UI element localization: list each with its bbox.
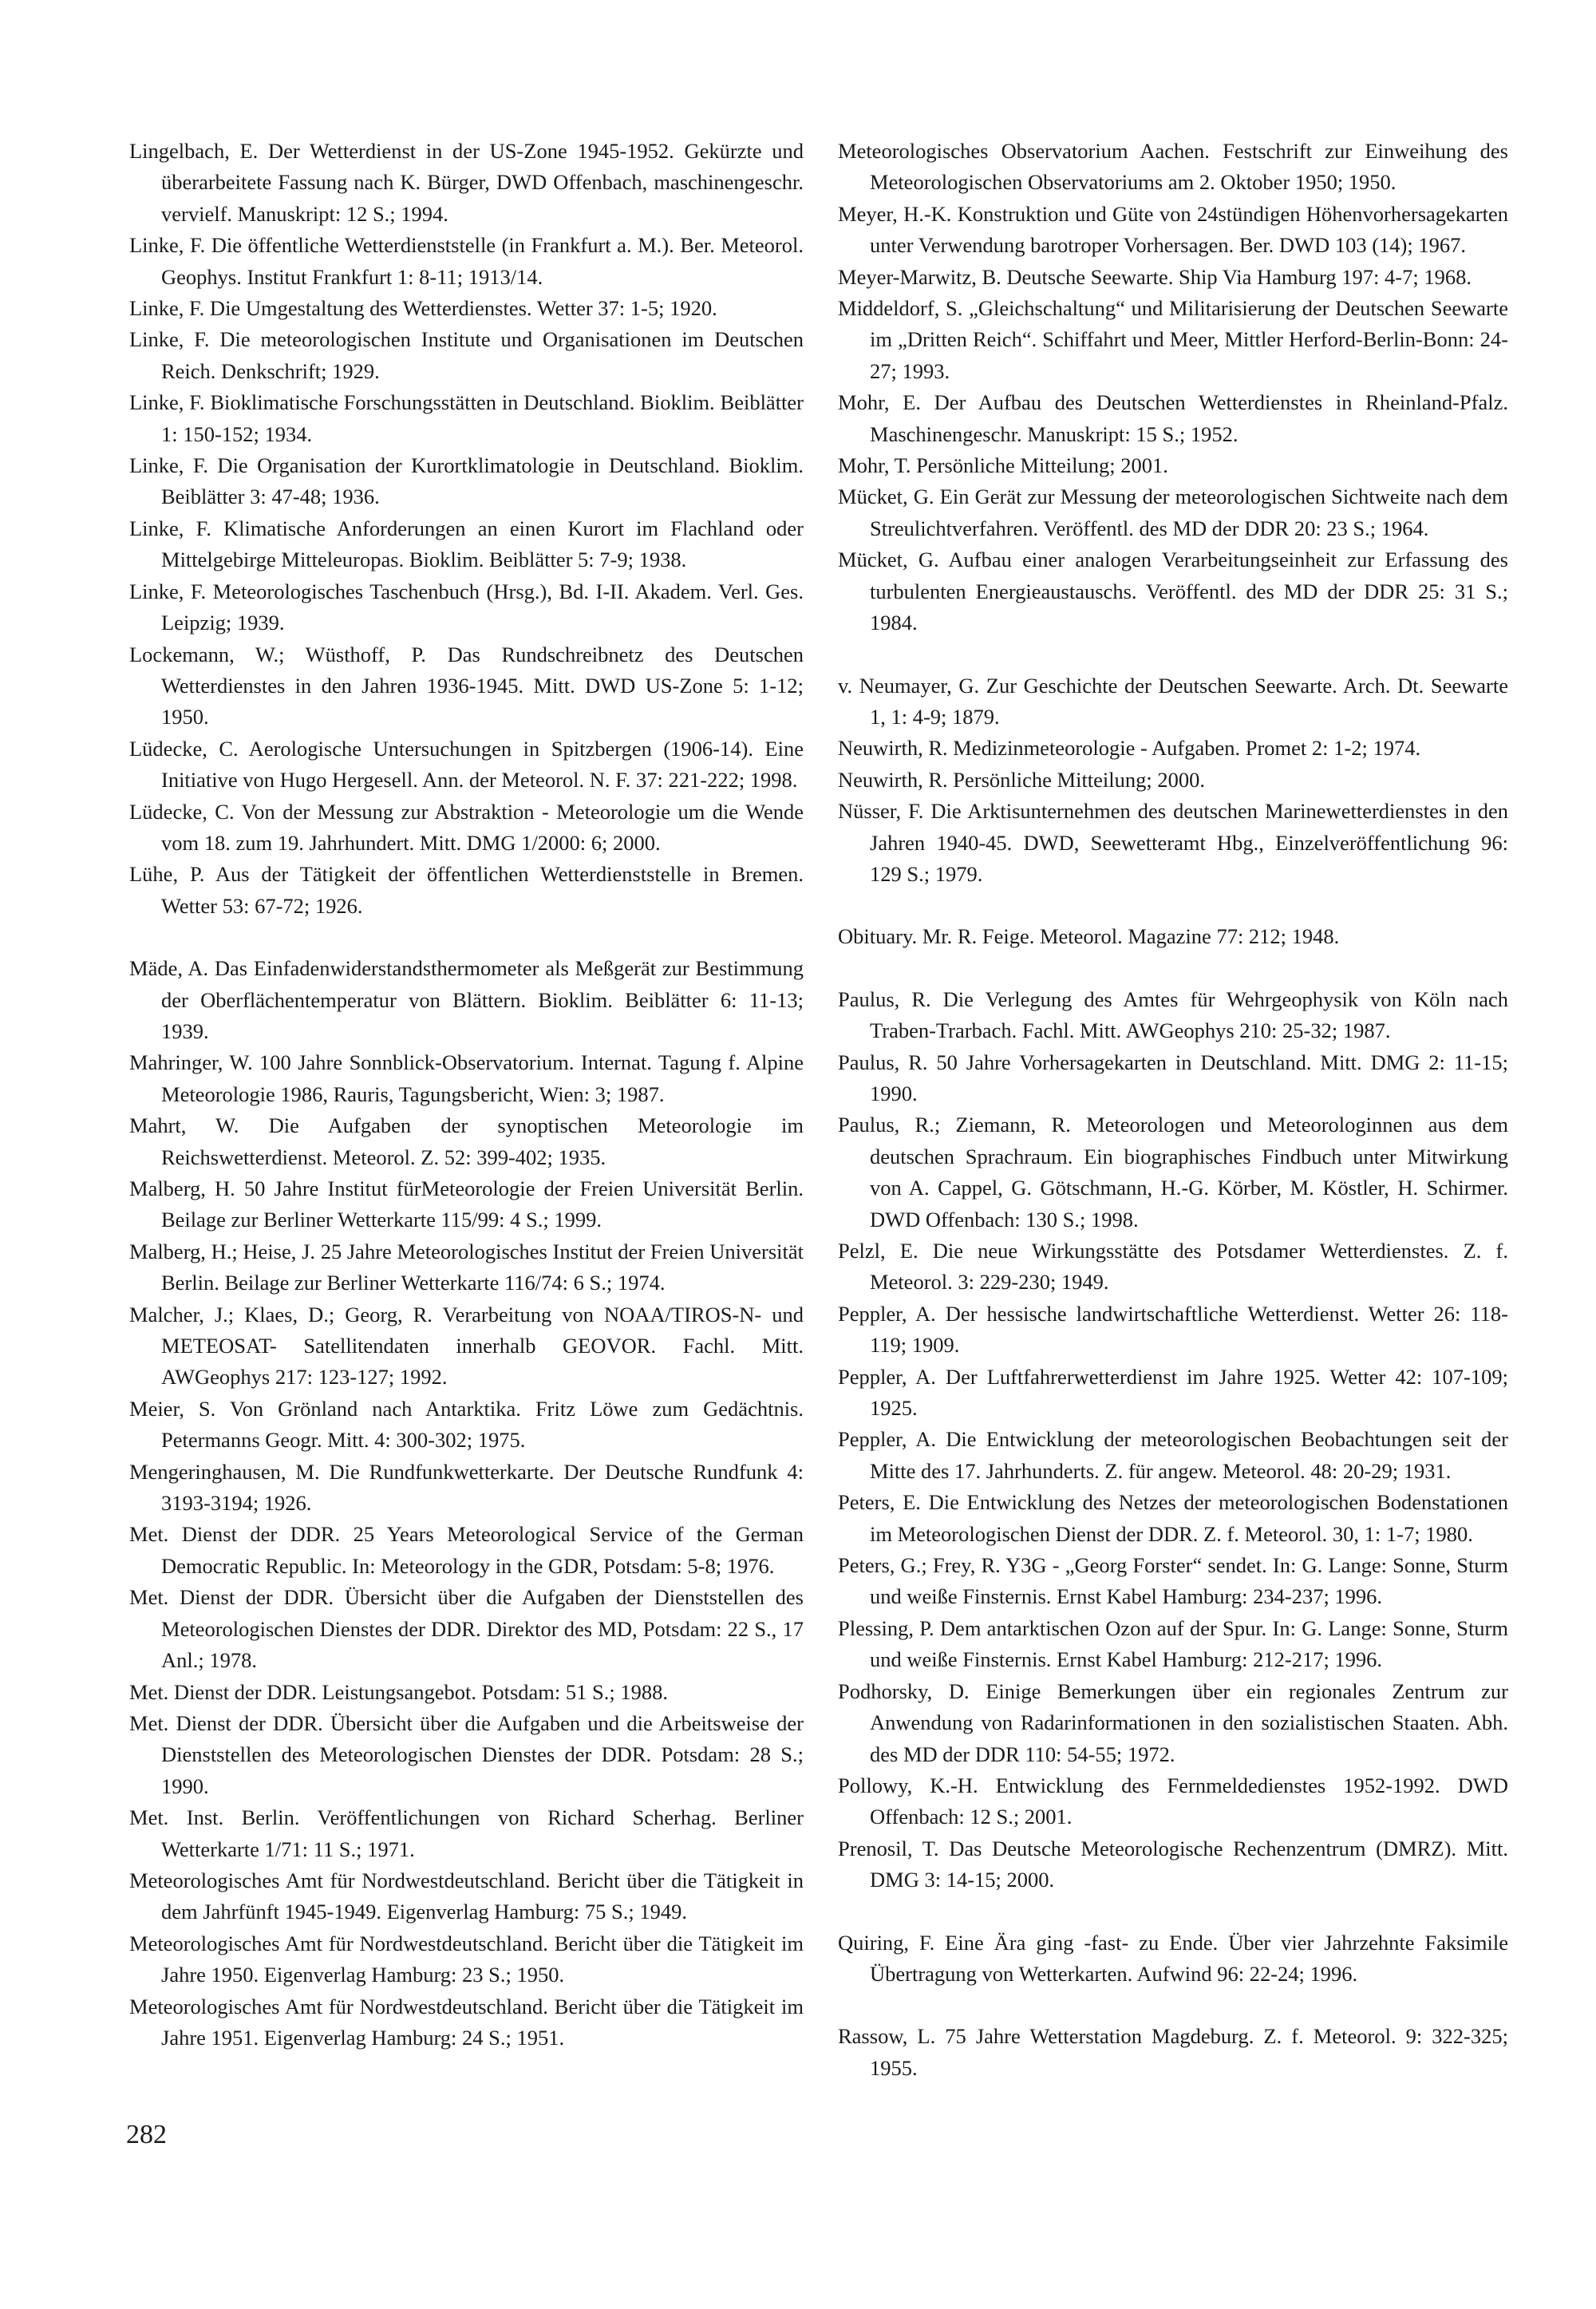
reference-entry: Met. Dienst der DDR. Übersicht über die Aufgaben der Dienststellen des Meteorologischen Dienstes der DDR. Direktor des MD, Potsdam: 22 S., 17 Anl.; 1978. xyxy=(129,1585,804,1673)
reference-entry: Meteorologisches Amt für Nordwestdeutschland. Bericht über die Tätigkeit im Jahre 1951. Eigenverlag Hamburg: 24 S.; 1951. xyxy=(129,1994,804,2050)
reference-entry: Paulus, R.; Ziemann, R. Meteorologen und Meteorologinnen aus dem deutschen Sprachraum. Ein biographisches Findbuch unter Mitwirkung von A. Cappel, G. Götschmann, H.-G. Körber, M. Köstler, H. Schirmer. DWD Offenbach: 130 S.; 1998. xyxy=(838,1113,1508,1232)
reference-entry: Peters, G.; Frey, R. Y3G - „Georg Forster“ sendet. In: G. Lange: Sonne, Sturm und weiße Finsternis. Ernst Kabel Hamburg: 234-237; 1996. xyxy=(838,1553,1508,1609)
reference-entry: Pollowy, K.-H. Entwicklung des Fernmeldedienstes 1952-1992. DWD Offenbach: 12 S.; 2001. xyxy=(838,1773,1508,1829)
reference-entry: Linke, F. Die meteorologischen Institute und Organisationen im Deutschen Reich. Denkschrift; 1929. xyxy=(129,327,804,383)
reference-entry: Meteorologisches Observatorium Aachen. Festschrift zur Einweihung des Meteorologischen Observatoriums am 2. Oktober 1950; 1950. xyxy=(838,139,1508,195)
reference-entry: Malberg, H. 50 Jahre Institut fürMeteorologie der Freien Universität Berlin. Beilage zur Berliner Wetterkarte 115/99: 4 S.; 1999. xyxy=(129,1176,804,1232)
reference-entry: Peppler, A. Der Luftfahrerwetterdienst im Jahre 1925. Wetter 42: 107-109; 1925. xyxy=(838,1364,1508,1421)
section-gap xyxy=(838,1896,1508,1927)
reference-entry: Peppler, A. Der hessische landwirtschaftliche Wetterdienst. Wetter 26: 118-119; 1909. xyxy=(838,1301,1508,1358)
reference-entry: Lockemann, W.; Wüsthoff, P. Das Rundschreibnetz des Deutschen Wetterdienstes in den Jahren 1936-1945. Mitt. DWD US-Zone 5: 1-12; 1950. xyxy=(129,642,804,729)
reference-entry: Lühe, P. Aus der Tätigkeit der öffentlichen Wetterdienststelle in Bremen. Wetter 53: 67-72; 1926. xyxy=(129,862,804,918)
section-gap xyxy=(838,890,1508,921)
reference-entry: Paulus, R. 50 Jahre Vorhersagekarten in Deutschland. Mitt. DMG 2: 11-15; 1990. xyxy=(838,1050,1508,1105)
reference-entry: Met. Inst. Berlin. Veröffentlichungen von Richard Scherhag. Berliner Wetterkarte 1/71: 11 S.; 1971. xyxy=(129,1805,804,1861)
reference-entry: Plessing, P. Dem antarktischen Ozon auf der Spur. In: G. Lange: Sonne, Sturm und weiße Finsternis. Ernst Kabel Hamburg: 212-217; 1996. xyxy=(838,1615,1508,1672)
reference-entry: Mäde, A. Das Einfadenwiderstandsthermometer als Meßgerät zur Bestimmung der Oberflächentemperatur von Blättern. Bioklim. Beiblätter 6: 11-13; 1939. xyxy=(129,956,804,1043)
reference-entry: Mahrt, W. Die Aufgaben der synoptischen Meteorologie im Reichswetterdienst. Meteorol. Z. 52: 399-402; 1935. xyxy=(129,1113,804,1169)
reference-entry: Quiring, F. Eine Ära ging -fast- zu Ende. Über vier Jahrzehnte Faksimile Übertragung von Wetterkarten. Aufwind 96: 22-24; 1996. xyxy=(838,1930,1508,1986)
reference-entry: Met. Dienst der DDR. Leistungsangebot. Potsdam: 51 S.; 1988. xyxy=(129,1679,668,1704)
reference-entry: Mücket, G. Ein Gerät zur Messung der meteorologischen Sichtweite nach dem Streulichtverfahren. Veröffentl. des MD der DDR 20: 23 S.; 1964. xyxy=(838,484,1508,540)
reference-entry: Lingelbach, E. Der Wetterdienst in der US-Zone 1945-1952. Gekürzte und überarbeitete Fassung nach K. Bürger, DWD Offenbach, maschinengeschr. vervielf. Manuskript: 12 S.; 1994. xyxy=(129,139,804,226)
page-number: 282 xyxy=(126,2120,167,2149)
reference-entry: Mohr, T. Persönliche Mitteilung; 2001. xyxy=(838,453,1168,478)
reference-entry: Meteorologisches Amt für Nordwestdeutschland. Bericht über die Tätigkeit in dem Jahrfünft 1945-1949. Eigenverlag Hamburg: 75 S.; 1949. xyxy=(129,1868,804,1924)
section-gap xyxy=(838,1990,1508,2021)
right-column xyxy=(838,136,1508,2084)
reference-entry: Lüdecke, C. Aerologische Untersuchungen in Spitzbergen (1906-14). Eine Initiative von Hugo Hergesell. Ann. der Meteorol. N. F. 37: 221-222; 1998. xyxy=(129,736,804,793)
reference-entry: Meyer-Marwitz, B. Deutsche Seewarte. Ship Via Hamburg 197: 4-7; 1968. xyxy=(838,264,1472,289)
reference-entry: Mohr, E. Der Aufbau des Deutschen Wetterdienstes in Rheinland-Pfalz. Maschinengeschr. Manuskript: 15 S.; 1952. xyxy=(838,390,1508,446)
reference-entry: Rassow, L. 75 Jahre Wetterstation Magdeburg. Z. f. Meteorol. 9: 322-325; 1955. xyxy=(838,2024,1508,2080)
reference-entry: Meyer, H.-K. Konstruktion und Güte von 24stündigen Höhenvorhersagekarten unter Verwendung barotroper Vorhersagen. Ber. DWD 103 (14); 1967. xyxy=(838,201,1508,258)
reference-entry: Neuwirth, R. Persönliche Mitteilung; 2000. xyxy=(838,767,1206,792)
reference-entry: Paulus, R. Die Verlegung des Amtes für Wehrgeophysik von Köln nach Traben-Trarbach. Fachl. Mitt. AWGeophys 210: 25-32; 1987. xyxy=(838,986,1508,1043)
reference-entry: Prenosil, T. Das Deutsche Meteorologische Rechenzentrum (DMRZ). Mitt. DMG 3: 14-15; 2000. xyxy=(838,1836,1508,1892)
reference-entry: Linke, F. Die Organisation der Kurortklimatologie in Deutschland. Bioklim. Beiblätter 3: 47-48; 1936. xyxy=(129,453,804,509)
reference-entry: Nüsser, F. Die Arktisunternehmen des deutschen Marinewetterdienstes in den Jahren 1940-45. DWD, Seewetteramt Hbg., Einzelveröffentlichung 96: 129 S.; 1979. xyxy=(838,799,1508,886)
reference-entry: Peppler, A. Die Entwicklung der meteorologischen Beobachtungen seit der Mitte des 17. Jahrhunderts. Z. für angew. Meteorol. 48: 20-29; 1931. xyxy=(838,1427,1508,1483)
reference-entry: Mengeringhausen, M. Die Rundfunkwetterkarte. Der Deutsche Rundfunk 4: 3193-3194; 1926. xyxy=(129,1459,804,1516)
section-gap xyxy=(838,639,1508,670)
reference-entry: Mahringer, W. 100 Jahre Sonnblick-Observatorium. Internat. Tagung f. Alpine Meteorologie 1986, Rauris, Tagungsbericht, Wien: 3; 1987. xyxy=(129,1050,804,1106)
reference-entry: Malberg, H.; Heise, J. 25 Jahre Meteorologisches Institut der Freien Universität Berlin. Beilage zur Berliner Wetterkarte 116/74: 6 S.; 1974. xyxy=(129,1239,804,1295)
section-gap xyxy=(838,953,1508,984)
reference-entry: Linke, F. Die Umgestaltung des Wetterdienstes. Wetter 37: 1-5; 1920. xyxy=(129,296,717,321)
reference-entry: Obituary. Mr. R. Feige. Meteorol. Magazine 77: 212; 1948. xyxy=(838,924,1340,949)
section-gap xyxy=(129,922,804,953)
reference-entry: Linke, F. Die öffentliche Wetterdienststelle (in Frankfurt a. M.). Ber. Meteorol. Geophys. Institut Frankfurt 1: 8-11; 1913/14. xyxy=(129,233,804,289)
reference-entry: Met. Dienst der DDR. Übersicht über die Aufgaben und die Arbeitsweise der Dienststellen des Meteorologischen Dienstes der DDR. Potsdam: 28 S.; 1990. xyxy=(129,1710,804,1798)
reference-entry: Meier, S. Von Grönland nach Antarktika. Fritz Löwe zum Gedächtnis. Petermanns Geogr. Mitt. 4: 300-302; 1975. xyxy=(129,1396,804,1453)
reference-entry: Neuwirth, R. Medizinmeteorologie - Aufgaben. Promet 2: 1-2; 1974. xyxy=(838,736,1421,761)
reference-entry: Malcher, J.; Klaes, D.; Georg, R. Verarbeitung von NOAA/TIROS-N- und METEOSAT- Satellitendaten innerhalb GEOVOR. Fachl. Mitt. AWGeophys 217: 123-127; 1992. xyxy=(129,1302,804,1390)
reference-entry: Meteorologisches Amt für Nordwestdeutschland. Bericht über die Tätigkeit im Jahre 1950. Eigenverlag Hamburg: 23 S.; 1950. xyxy=(129,1931,804,1987)
reference-entry: Met. Dienst der DDR. 25 Years Meteorological Service of the German Democratic Republic. In: Meteorology in the GDR, Potsdam: 5-8; 1976. xyxy=(129,1522,804,1578)
reference-entry: Pelzl, E. Die neue Wirkungsstätte des Potsdamer Wetterdienstes. Z. f. Meteorol. 3: 229-230; 1949. xyxy=(838,1239,1508,1295)
reference-entry: Podhorsky, D. Einige Bemerkungen über ein regionales Zentrum zur Anwendung von Radarinformationen in den sozialistischen Staaten. Abh. des MD der DDR 110: 54-55; 1972. xyxy=(838,1678,1508,1766)
reference-entry: Linke, F. Meteorologisches Taschenbuch (Hrsg.), Bd. I-II. Akadem. Verl. Ges. Leipzig; 1939. xyxy=(129,579,804,635)
reference-entry: Peters, E. Die Entwicklung des Netzes der meteorologischen Bodenstationen im Meteorologischen Dienst der DDR. Z. f. Meteorol. 30, 1: 1-7; 1980. xyxy=(838,1490,1508,1546)
reference-entry: Mücket, G. Aufbau einer analogen Verarbeitungseinheit zur Erfassung des turbulenten Energieaustauschs. Veröffentl. des MD der DDR 25: 31 S.; 1984. xyxy=(838,548,1508,635)
reference-entry: v. Neumayer, G. Zur Geschichte der Deutschen Seewarte. Arch. Dt. Seewarte 1, 1: 4-9; 1879. xyxy=(838,673,1508,729)
reference-entry: Lüdecke, C. Von der Messung zur Abstraktion - Meteorologie um die Wende vom 18. zum 19. Jahrhundert. Mitt. DMG 1/2000: 6; 2000. xyxy=(129,799,804,855)
left-column xyxy=(129,136,804,2054)
reference-entry: Linke, F. Bioklimatische Forschungsstätten in Deutschland. Bioklim. Beiblätter 1: 150-152; 1934. xyxy=(129,390,804,446)
reference-entry: Middeldorf, S. „Gleichschaltung“ und Militarisierung der Deutschen Seewarte im „Dritten Reich“. Schiffahrt und Meer, Mittler Herford-Berlin-Bonn: 24-27; 1993. xyxy=(838,296,1508,383)
reference-entry: Linke, F. Klimatische Anforderungen an einen Kurort im Flachland oder Mittelgebirge Mitteleuropas. Bioklim. Beiblätter 5: 7-9; 1938. xyxy=(129,516,804,572)
